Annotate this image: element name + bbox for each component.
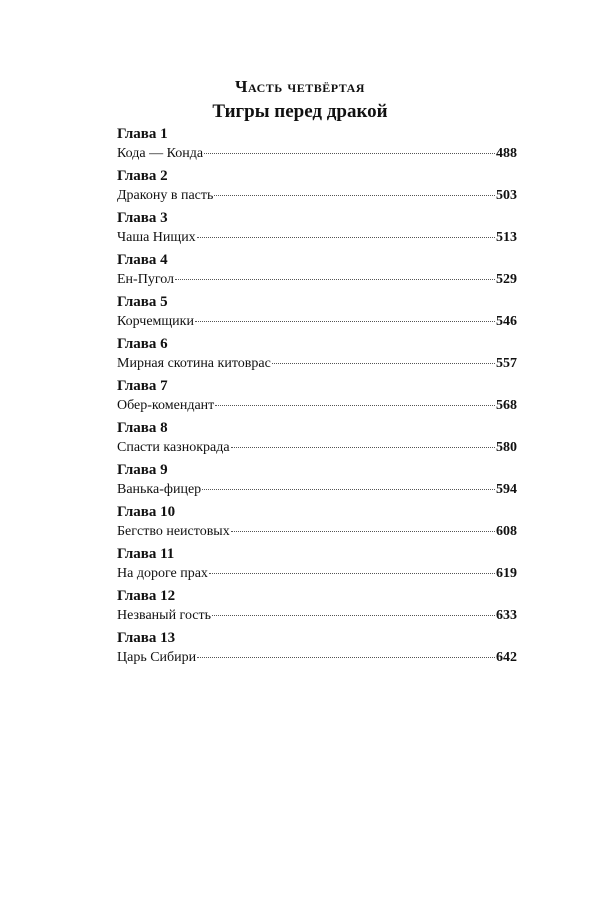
- dot-leader: [175, 279, 495, 280]
- page-number: 568: [496, 398, 517, 413]
- page-number: 594: [496, 482, 517, 497]
- dot-leader: [212, 615, 495, 616]
- dot-leader: [197, 237, 495, 238]
- page-number: 642: [496, 650, 517, 665]
- dot-leader: [231, 531, 495, 532]
- page-number: 633: [496, 608, 517, 623]
- toc-line: [117, 523, 517, 541]
- page-number: 608: [496, 524, 517, 539]
- toc-entry: [117, 377, 517, 419]
- toc-line: [117, 271, 517, 289]
- toc-line: [117, 565, 517, 583]
- chapter-label: Глава 7: [117, 378, 168, 394]
- dot-leader: [231, 447, 495, 448]
- dot-leader: [202, 489, 495, 490]
- toc-entry: [117, 545, 517, 587]
- part-label: Часть четвёртая: [235, 77, 365, 96]
- toc-line: [117, 145, 517, 163]
- chapter-title: Ен-Пугол: [117, 272, 175, 287]
- toc-entry: [117, 167, 517, 209]
- chapter-title: Незваный гость: [117, 608, 212, 623]
- part-header: [0, 76, 600, 124]
- dot-leader: [195, 321, 495, 322]
- chapter-label: Глава 5: [117, 294, 168, 310]
- chapter-label: Глава 4: [117, 252, 168, 268]
- page-number: 513: [496, 230, 517, 245]
- toc-entry: [117, 209, 517, 251]
- dot-leader: [214, 195, 495, 196]
- page-number: 557: [496, 356, 517, 371]
- toc-line: [117, 187, 517, 205]
- toc-line: [117, 607, 517, 625]
- dot-leader: [197, 657, 495, 658]
- page-number: 529: [496, 272, 517, 287]
- chapter-label: Глава 9: [117, 462, 168, 478]
- chapter-title: Дракону в пасть: [117, 188, 214, 203]
- chapter-title: Корчемщики: [117, 314, 194, 329]
- toc-line: [117, 439, 517, 457]
- toc-line: [117, 313, 517, 331]
- part-title: Тигры перед дракой: [212, 101, 388, 122]
- chapter-label: Глава 13: [117, 630, 176, 646]
- toc-entry: [117, 461, 517, 503]
- chapter-title: Ванька-фицер: [117, 482, 202, 497]
- toc-line: [117, 355, 517, 373]
- toc-line: [117, 649, 517, 667]
- page-number: 488: [496, 146, 517, 161]
- chapter-label: Глава 1: [117, 126, 168, 142]
- chapter-title: На дороге прах: [117, 566, 208, 581]
- chapter-label: Глава 2: [117, 168, 168, 184]
- toc-line: [117, 229, 517, 247]
- page-number: 619: [496, 566, 517, 581]
- dot-leader: [204, 153, 495, 154]
- toc-entry: [117, 125, 517, 167]
- page-number: 503: [496, 188, 517, 203]
- toc-entry: [117, 419, 517, 461]
- toc-entry: [117, 629, 517, 671]
- dot-leader: [215, 405, 495, 406]
- toc-line: [117, 397, 517, 415]
- chapter-label: Глава 3: [117, 210, 168, 226]
- chapter-title: Спасти казнокрада: [117, 440, 230, 455]
- page-number: 546: [496, 314, 517, 329]
- table-of-contents: [117, 125, 517, 671]
- chapter-label: Глава 12: [117, 588, 176, 604]
- chapter-title: Обер-комендант: [117, 398, 215, 413]
- chapter-title: Кода — Конда: [117, 146, 204, 161]
- dot-leader: [209, 573, 495, 574]
- chapter-label: Глава 10: [117, 504, 176, 520]
- chapter-label: Глава 8: [117, 420, 168, 436]
- toc-entry: [117, 293, 517, 335]
- toc-entry: [117, 335, 517, 377]
- page-number: 580: [496, 440, 517, 455]
- chapter-title: Царь Сибири: [117, 650, 197, 665]
- chapter-title: Чаша Нищих: [117, 230, 196, 245]
- toc-entry: [117, 251, 517, 293]
- toc-entry: [117, 503, 517, 545]
- toc-entry: [117, 587, 517, 629]
- chapter-title: Бегство неистовых: [117, 524, 230, 539]
- dot-leader: [272, 363, 495, 364]
- chapter-label: Глава 11: [117, 546, 175, 562]
- toc-line: [117, 481, 517, 499]
- chapter-label: Глава 6: [117, 336, 168, 352]
- chapter-title: Мирная скотина китоврас: [117, 356, 271, 371]
